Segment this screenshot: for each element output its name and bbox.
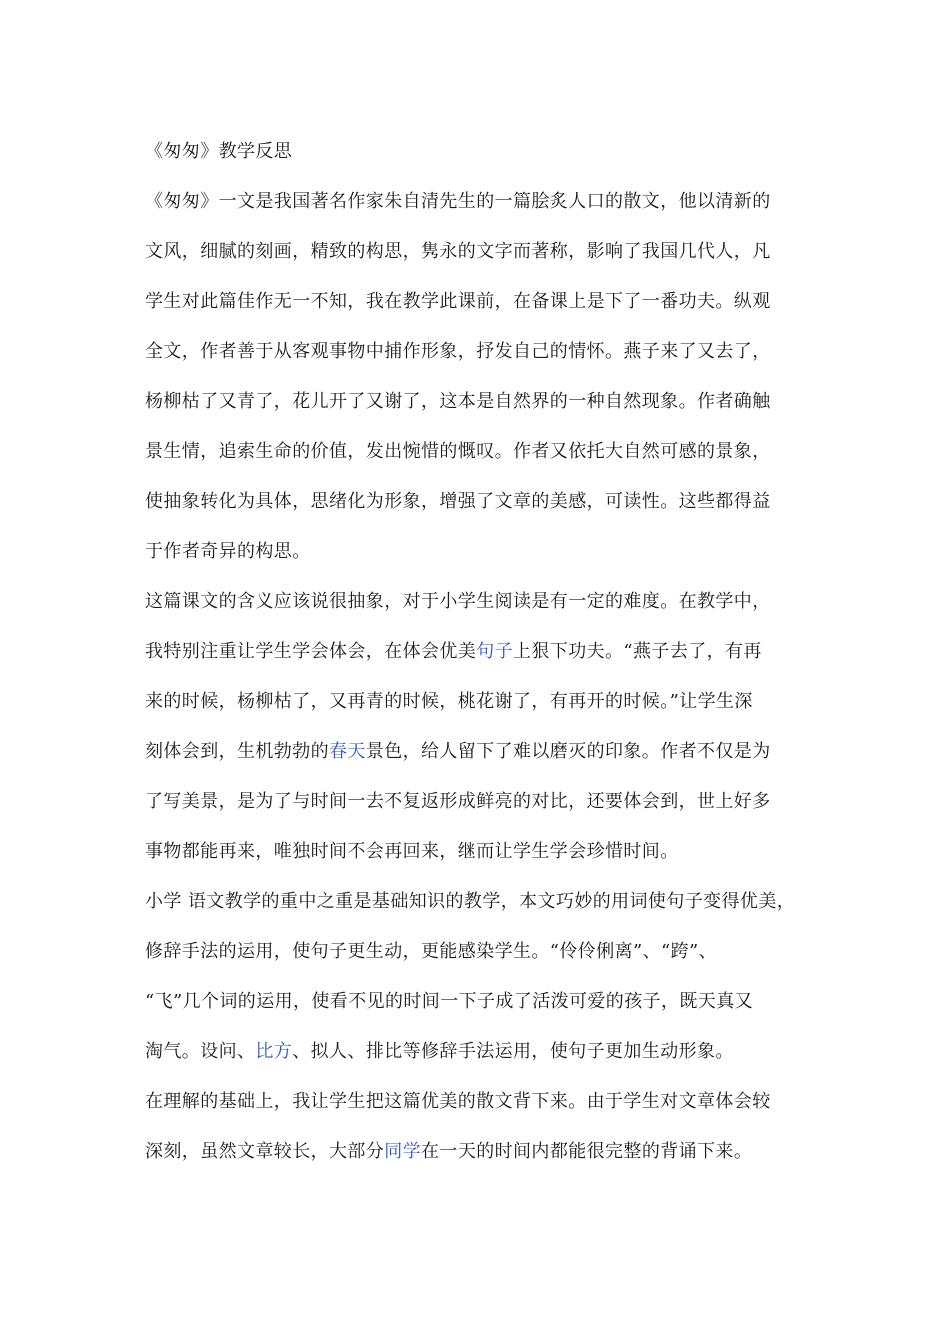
text-line — [145, 335, 810, 385]
text-segment: 刻体会到，生机勃勃的 — [145, 741, 329, 762]
text-segment: 使抽象转化为具体，思绪化为形象，增强了文章的美感，可读性。这些都得益 — [145, 491, 771, 512]
paragraph — [145, 185, 810, 585]
text-segment: 来的时候，杨柳枯了，又再青的时候，桃花谢了，有再开的时候。”让学生深 — [145, 691, 753, 712]
text-line — [145, 285, 810, 335]
text-line — [145, 185, 810, 235]
text-segment: 景色，给人留下了难以磨灭的印象。作者不仅是为 — [365, 741, 771, 762]
text-segment: 修辞手法的运用，使句子更生动，更能感染学生。“伶伶俐离”、“跨”、 — [145, 941, 718, 962]
text-line — [145, 585, 810, 635]
text-segment: 在一天的时间内都能很完整的背诵下来。 — [421, 1141, 753, 1162]
text-line — [145, 985, 810, 1035]
text-segment: 景生情，追索生命的价值，发出惋惜的慨叹。作者又依托大自然可感的景象， — [145, 441, 771, 462]
paragraph — [145, 1085, 810, 1185]
text-segment: 事物都能再来，唯独时间不会再回来，继而让学生学会珍惜时间。 — [145, 841, 679, 862]
keyword-link[interactable]: 同学 — [384, 1141, 422, 1162]
text-segment: 学生对此篇佳作无一不知，我在教学此课前，在备课上是下了一番功夫。纵观 — [145, 291, 771, 312]
text-segment: 、拟人、排比等修辞手法运用，使句子更加生动形象。 — [292, 1041, 734, 1062]
text-line — [145, 735, 810, 785]
text-line — [145, 1135, 810, 1185]
paragraph — [145, 885, 810, 1085]
text-segment: 深刻，虽然文章较长，大部分 — [145, 1141, 385, 1162]
text-segment: 全文，作者善于从客观事物中捕作形象，抒发自己的情怀。燕子来了又去了， — [145, 341, 771, 362]
keyword-link[interactable]: 句子 — [476, 641, 514, 662]
text-line — [145, 485, 810, 535]
text-segment: 小学 语文教学的重中之重是基础知识的教学，本文巧妙的用词使句子变得优美， — [145, 891, 796, 912]
text-line — [145, 1035, 810, 1085]
text-segment: 杨柳枯了又青了，花儿开了又谢了，这本是自然界的一种自然现象。作者确触 — [145, 391, 771, 412]
text-segment: 我特别注重让学生学会体会，在体会优美 — [145, 641, 477, 662]
text-segment: 在理解的基础上，我让学生把这篇优美的散文背下来。由于学生对文章体会较 — [145, 1091, 771, 1112]
text-line — [145, 235, 810, 285]
document-title: 《匆匆》教学反思 — [145, 141, 293, 162]
text-segment: 了写美景，是为了与时间一去不复返形成鲜亮的对比，还要体会到，世上好多 — [145, 791, 771, 812]
document-body — [145, 135, 810, 1185]
paragraph-container — [145, 185, 810, 1185]
text-segment: 上狠下功夫。“燕子去了，有再 — [513, 641, 762, 662]
text-line — [145, 385, 810, 435]
text-segment: 于作者奇异的构思。 — [145, 541, 311, 562]
text-segment: 这篇课文的含义应该说很抽象，对于小学生阅读是有一定的难度。在教学中， — [145, 591, 771, 612]
keyword-link[interactable]: 春天 — [329, 741, 366, 762]
paragraph — [145, 585, 810, 885]
text-segment: 文风，细腻的刻画，精致的构思，隽永的文字而著称，影响了我国几代人，凡 — [145, 241, 771, 262]
text-line — [145, 885, 810, 935]
text-line — [145, 785, 810, 835]
text-line — [145, 435, 810, 485]
text-line — [145, 535, 810, 585]
text-line — [145, 835, 810, 885]
text-line — [145, 685, 810, 735]
text-segment: 淘气。设问、 — [145, 1041, 256, 1062]
text-line — [145, 635, 810, 685]
keyword-link[interactable]: 比方 — [255, 1041, 293, 1062]
text-segment: 《匆匆》一文是我国著名作家朱自清先生的一篇脍炙人口的散文，他以清新的 — [145, 191, 771, 212]
text-segment: “飞”几个词的运用，使看不见的时间一下子成了活泼可爱的孩子，既天真又 — [145, 991, 754, 1012]
text-line — [145, 935, 810, 985]
text-line — [145, 1085, 810, 1135]
